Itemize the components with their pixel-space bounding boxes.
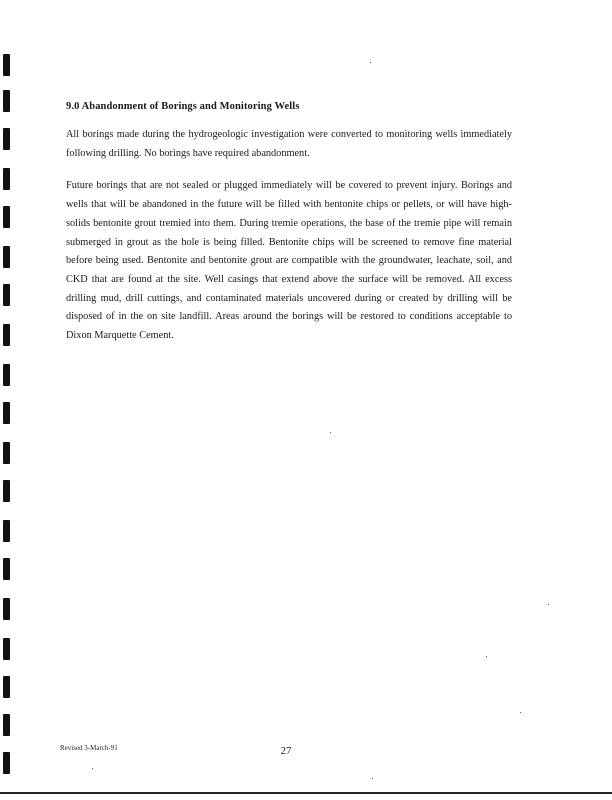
scan-speck xyxy=(330,432,331,433)
binding-mark xyxy=(3,324,10,346)
scan-speck xyxy=(486,656,487,657)
revision-note: Revised 3-March-91 xyxy=(60,744,118,752)
scan-speck xyxy=(370,62,371,63)
bottom-scan-edge xyxy=(0,792,612,794)
binding-mark xyxy=(3,714,10,736)
binding-mark xyxy=(3,638,10,660)
binding-mark xyxy=(3,442,10,464)
scan-speck xyxy=(92,768,93,769)
binding-mark xyxy=(3,128,10,150)
binding-mark xyxy=(3,168,10,190)
binding-mark xyxy=(3,558,10,580)
binding-mark xyxy=(3,246,10,268)
scan-speck xyxy=(372,778,373,779)
binding-mark xyxy=(3,364,10,386)
binding-mark xyxy=(3,520,10,542)
section-heading: 9.0 Abandonment of Borings and Monitoring Wells xyxy=(66,101,300,112)
paragraph-future-borings: Future borings that are not sealed or plugged immediately will be covered to prevent injury. Borings and wells that will be abandoned in the future will be filled with bentonite chips or pellets, or will have high-solids bentonite grout tremied into them. During tremie operations, the base of the tremie pipe will remain submerged in grout as the hole is being filled. Bentonite chips will be screened to remove fine material before being used. Bentonite and bentonite grout are compatible with the groundwater, leachate, soil, and CKD that are found at the site. Well casings that extend above the surface will be removed. All excess drilling mud, drill cuttings, and contaminated materials uncovered during or created by drilling will be disposed of in the on site landfill. Areas around the borings will be restored to conditions acceptable to Dixon Marquette Cement. xyxy=(66,180,512,342)
binding-mark xyxy=(3,402,10,424)
binding-mark xyxy=(3,480,10,502)
scan-speck xyxy=(548,604,549,605)
binding-mark xyxy=(3,206,10,228)
binding-mark xyxy=(3,54,10,76)
binding-mark xyxy=(3,598,10,620)
binding-mark xyxy=(3,90,10,112)
binding-mark xyxy=(3,752,10,774)
binding-edge-marks xyxy=(3,40,13,800)
abandonment-section xyxy=(66,100,512,346)
paragraph-existing-borings: All borings made during the hydrogeologic investigation were converted to monitoring wells immediately following drilling. No borings have required abandonment. xyxy=(66,129,512,159)
page-number: 27 xyxy=(280,745,292,757)
binding-mark xyxy=(3,284,10,306)
scan-speck xyxy=(520,712,521,713)
binding-mark xyxy=(3,676,10,698)
